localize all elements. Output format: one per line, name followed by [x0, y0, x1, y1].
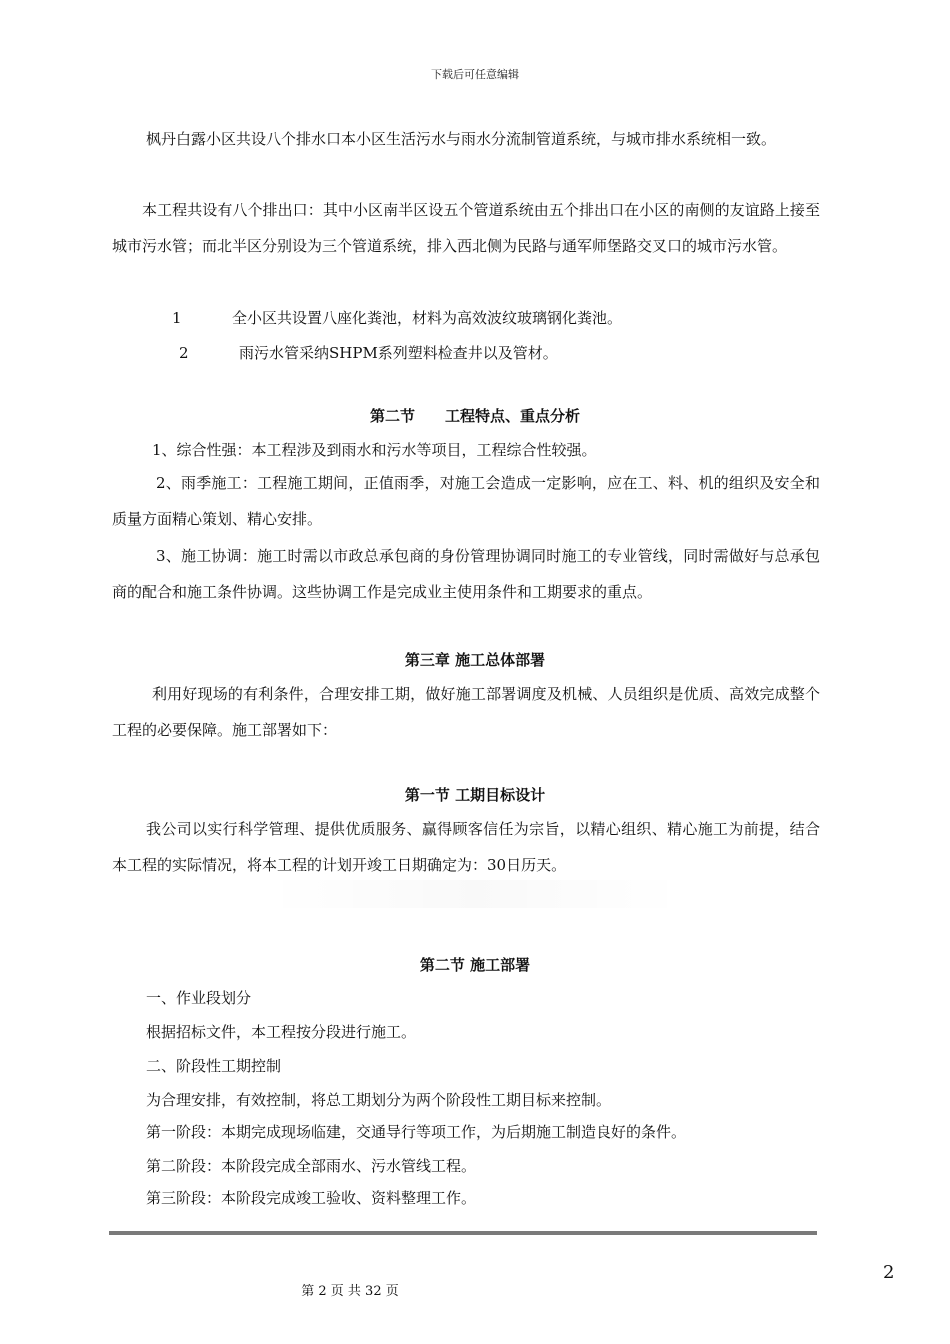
deployment-line: 第二阶段：本阶段完成全部雨水、污水管线工程。 — [146, 1157, 477, 1175]
section-heading: 第二节 工程特点、重点分析 — [369, 407, 580, 425]
deployment-line: 第三阶段：本阶段完成竣工验收、资料整理工作。 — [146, 1189, 477, 1207]
page-footer: 第 2 页 共 32 页 — [301, 1284, 399, 1299]
page-number: 2 — [883, 1262, 895, 1283]
footer-divider — [109, 1231, 817, 1235]
point-item: 1、综合性强：本工程涉及到雨水和污水等项目，工程综合性较强。 — [152, 441, 597, 459]
list-item-text: 雨污水管采纳SHPM系列塑料检查井以及管材。 — [239, 344, 558, 362]
list-item — [179, 335, 558, 371]
section-heading: 第一节 工期目标设计 — [404, 786, 546, 804]
deployment-line: 一、作业段划分 — [146, 989, 252, 1007]
list-item — [172, 300, 622, 336]
watermark-band — [265, 880, 685, 908]
section-heading: 第二节 施工部署 — [419, 956, 531, 974]
point-item: 3、施工协调：施工时需以市政总承包商的身份管理协调同时施工的专业管线，同时需做好与总承包商的配合和施工条件协调。这些协调工作是完成业主使用条件和工期要求的重点。 — [112, 547, 820, 601]
list-item-number: 2 — [179, 344, 189, 362]
schedule-paragraph: 我公司以实行科学管理、提供优质服务、赢得顾客信任为宗旨，以精心组织、精心施工为前提，结合本工程的实际情况，将本工程的计划开竣工日期确定为：30日历天。 — [112, 820, 820, 874]
deployment-line: 第一阶段：本期完成现场临建，交通导行等项工作，为后期施工制造良好的条件。 — [146, 1123, 687, 1141]
deployment-line: 根据招标文件，本工程按分段进行施工。 — [146, 1023, 417, 1041]
chapter-heading: 第三章 施工总体部署 — [404, 651, 546, 669]
paragraph-drainage-outlets: 枫丹白露小区共设八个排水口本小区生活污水与雨水分流制管道系统，与城市排水系统相一致。 — [146, 130, 777, 148]
point-item: 2、雨季施工：工程施工期间，正值雨季，对施工会造成一定影响，应在工、料、机的组织及安全和质量方面精心策划、精心安排。 — [112, 474, 820, 528]
deployment-line: 二、阶段性工期控制 — [146, 1057, 282, 1075]
chapter-intro: 利用好现场的有利条件，合理安排工期，做好施工部署调度及机械、人员组织是优质、高效完成整个工程的必要保障。施工部署如下： — [112, 685, 820, 739]
page-header: 下载后可任意编辑 — [431, 68, 519, 81]
paragraph-outlet-layout: 本工程共设有八个排出口：其中小区南半区设五个管道系统由五个排出口在小区的南侧的友谊路上接至城市污水管；而北半区分别设为三个管道系统，排入西北侧为民路与通军师堡路交叉口的城市污水管。 — [112, 201, 820, 255]
deployment-line: 为合理安排，有效控制，将总工期划分为两个阶段性工期目标来控制。 — [146, 1091, 612, 1109]
list-item-text: 全小区共设置八座化粪池，材料为高效波纹玻璃钢化粪池。 — [232, 309, 623, 327]
list-item-number: 1 — [172, 309, 182, 327]
